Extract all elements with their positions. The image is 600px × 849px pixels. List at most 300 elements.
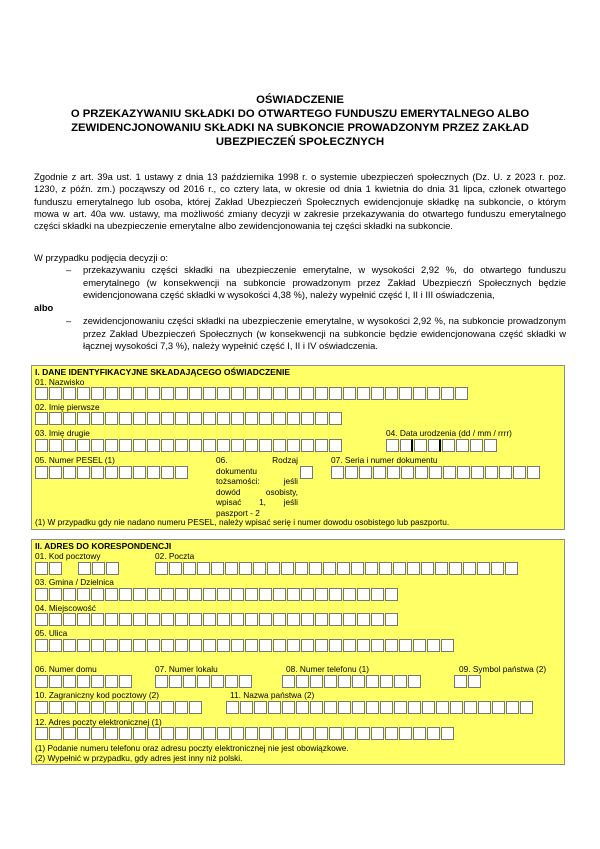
char-box[interactable] (231, 639, 244, 652)
char-box[interactable] (365, 562, 378, 575)
char-box[interactable] (77, 387, 90, 400)
char-box[interactable] (203, 613, 216, 626)
char-box[interactable] (301, 727, 314, 740)
char-box[interactable] (203, 412, 216, 425)
char-box[interactable] (49, 675, 62, 688)
char-box[interactable] (217, 439, 230, 452)
char-box[interactable] (329, 387, 342, 400)
char-box[interactable] (189, 412, 202, 425)
char-box[interactable] (442, 439, 455, 452)
char-box[interactable] (315, 412, 328, 425)
char-box[interactable] (175, 588, 188, 601)
char-box[interactable] (296, 675, 309, 688)
char-box[interactable] (245, 439, 258, 452)
char-box[interactable] (183, 562, 196, 575)
char-box[interactable] (203, 439, 216, 452)
char-box[interactable] (254, 701, 267, 714)
char-box[interactable] (217, 412, 230, 425)
char-box[interactable] (338, 701, 351, 714)
char-box[interactable] (169, 675, 182, 688)
char-box[interactable] (161, 588, 174, 601)
char-box[interactable] (175, 439, 188, 452)
char-box[interactable] (449, 562, 462, 575)
char-box[interactable] (281, 562, 294, 575)
char-box[interactable] (357, 387, 370, 400)
char-box[interactable] (105, 588, 118, 601)
char-box[interactable] (371, 387, 384, 400)
char-box[interactable] (429, 466, 442, 479)
country-symbol-input[interactable] (454, 675, 482, 688)
char-box[interactable] (343, 613, 356, 626)
char-box[interactable] (413, 639, 426, 652)
foreign-postal-input[interactable] (35, 701, 203, 714)
char-box[interactable] (385, 588, 398, 601)
char-box[interactable] (245, 412, 258, 425)
char-box[interactable] (203, 639, 216, 652)
char-box[interactable] (371, 639, 384, 652)
char-box[interactable] (155, 562, 168, 575)
char-box[interactable] (527, 466, 540, 479)
char-box[interactable] (310, 675, 323, 688)
char-box[interactable] (63, 639, 76, 652)
char-box[interactable] (268, 701, 281, 714)
char-box[interactable] (133, 613, 146, 626)
char-box[interactable] (183, 675, 196, 688)
char-box[interactable] (133, 439, 146, 452)
char-box[interactable] (35, 639, 48, 652)
char-box[interactable] (329, 439, 342, 452)
char-box[interactable] (506, 701, 519, 714)
char-box[interactable] (343, 639, 356, 652)
char-box[interactable] (441, 727, 454, 740)
char-box[interactable] (226, 701, 239, 714)
char-box[interactable] (161, 613, 174, 626)
char-box[interactable] (63, 588, 76, 601)
char-box[interactable] (259, 412, 272, 425)
char-box[interactable] (35, 439, 48, 452)
street-input[interactable] (35, 639, 455, 652)
char-box[interactable] (147, 439, 160, 452)
char-box[interactable] (77, 466, 90, 479)
char-box[interactable] (35, 701, 48, 714)
char-box[interactable] (231, 387, 244, 400)
char-box[interactable] (49, 701, 62, 714)
char-box[interactable] (450, 701, 463, 714)
char-box[interactable] (315, 588, 328, 601)
char-box[interactable] (203, 387, 216, 400)
char-box[interactable] (287, 439, 300, 452)
char-box[interactable] (78, 562, 91, 575)
char-box[interactable] (456, 439, 469, 452)
char-box[interactable] (91, 466, 104, 479)
char-box[interactable] (499, 466, 512, 479)
char-box[interactable] (352, 675, 365, 688)
char-box[interactable] (161, 439, 174, 452)
char-box[interactable] (189, 701, 202, 714)
char-box[interactable] (77, 412, 90, 425)
char-box[interactable] (49, 387, 62, 400)
char-box[interactable] (175, 412, 188, 425)
char-box[interactable] (133, 466, 146, 479)
char-box[interactable] (273, 439, 286, 452)
char-box[interactable] (413, 727, 426, 740)
char-box[interactable] (427, 387, 440, 400)
char-box[interactable] (379, 562, 392, 575)
char-box[interactable] (161, 701, 174, 714)
char-box[interactable] (119, 675, 132, 688)
char-box[interactable] (105, 675, 118, 688)
char-box[interactable] (287, 412, 300, 425)
country-name-input[interactable] (226, 701, 534, 714)
char-box[interactable] (49, 562, 62, 575)
char-box[interactable] (464, 701, 477, 714)
char-box[interactable] (491, 562, 504, 575)
char-box[interactable] (386, 439, 399, 452)
char-box[interactable] (301, 639, 314, 652)
char-box[interactable] (35, 613, 48, 626)
apartment-no-input[interactable] (155, 675, 253, 688)
char-box[interactable] (105, 387, 118, 400)
char-box[interactable] (399, 387, 412, 400)
char-box[interactable] (427, 727, 440, 740)
char-box[interactable] (259, 439, 272, 452)
char-box[interactable] (463, 562, 476, 575)
char-box[interactable] (422, 701, 435, 714)
char-box[interactable] (49, 639, 62, 652)
char-box[interactable] (282, 675, 295, 688)
char-box[interactable] (225, 675, 238, 688)
char-box[interactable] (119, 387, 132, 400)
char-box[interactable] (63, 727, 76, 740)
char-box[interactable] (520, 701, 533, 714)
char-box[interactable] (385, 387, 398, 400)
char-box[interactable] (400, 439, 413, 452)
char-box[interactable] (119, 701, 132, 714)
char-box[interactable] (147, 412, 160, 425)
char-box[interactable] (380, 675, 393, 688)
char-box[interactable] (296, 701, 309, 714)
char-box[interactable] (337, 562, 350, 575)
char-box[interactable] (77, 727, 90, 740)
char-box[interactable] (343, 727, 356, 740)
char-box[interactable] (329, 588, 342, 601)
char-box[interactable] (197, 675, 210, 688)
char-box[interactable] (443, 466, 456, 479)
char-box[interactable] (323, 562, 336, 575)
char-box[interactable] (49, 439, 62, 452)
char-box[interactable] (49, 588, 62, 601)
char-box[interactable] (189, 613, 202, 626)
char-box[interactable] (399, 727, 412, 740)
char-box[interactable] (470, 439, 483, 452)
char-box[interactable] (35, 387, 48, 400)
char-box[interactable] (301, 387, 314, 400)
char-box[interactable] (175, 727, 188, 740)
char-box[interactable] (471, 466, 484, 479)
char-box[interactable] (407, 562, 420, 575)
char-box[interactable] (239, 562, 252, 575)
char-box[interactable] (245, 613, 258, 626)
char-box[interactable] (385, 727, 398, 740)
char-box[interactable] (91, 588, 104, 601)
second-name-input[interactable] (35, 439, 343, 452)
char-box[interactable] (105, 701, 118, 714)
char-box[interactable] (217, 588, 230, 601)
char-box[interactable] (175, 639, 188, 652)
char-box[interactable] (133, 727, 146, 740)
char-box[interactable] (408, 675, 421, 688)
char-box[interactable] (441, 387, 454, 400)
char-box[interactable] (189, 387, 202, 400)
char-box[interactable] (63, 613, 76, 626)
char-box[interactable] (427, 639, 440, 652)
char-box[interactable] (421, 562, 434, 575)
char-box[interactable] (357, 613, 370, 626)
char-box[interactable] (428, 439, 441, 452)
char-box[interactable] (169, 562, 182, 575)
char-box[interactable] (273, 412, 286, 425)
char-box[interactable] (77, 613, 90, 626)
char-box[interactable] (77, 588, 90, 601)
char-box[interactable] (399, 639, 412, 652)
char-box[interactable] (161, 639, 174, 652)
char-box[interactable] (147, 727, 160, 740)
char-box[interactable] (457, 466, 470, 479)
char-box[interactable] (119, 588, 132, 601)
char-box[interactable] (259, 639, 272, 652)
char-box[interactable] (91, 387, 104, 400)
char-box[interactable] (478, 701, 491, 714)
char-box[interactable] (492, 701, 505, 714)
char-box[interactable] (351, 562, 364, 575)
char-box[interactable] (147, 387, 160, 400)
char-box[interactable] (300, 466, 313, 479)
char-box[interactable] (105, 727, 118, 740)
post-office-input[interactable] (155, 562, 519, 575)
house-no-input[interactable] (35, 675, 133, 688)
char-box[interactable] (175, 613, 188, 626)
doc-type-input[interactable] (300, 466, 314, 479)
char-box[interactable] (484, 439, 497, 452)
char-box[interactable] (189, 727, 202, 740)
char-box[interactable] (63, 387, 76, 400)
char-box[interactable] (105, 639, 118, 652)
char-box[interactable] (245, 639, 258, 652)
char-box[interactable] (119, 727, 132, 740)
char-box[interactable] (338, 675, 351, 688)
char-box[interactable] (366, 675, 379, 688)
char-box[interactable] (287, 727, 300, 740)
char-box[interactable] (92, 562, 105, 575)
char-box[interactable] (357, 588, 370, 601)
char-box[interactable] (415, 466, 428, 479)
char-box[interactable] (315, 727, 328, 740)
char-box[interactable] (485, 466, 498, 479)
char-box[interactable] (91, 727, 104, 740)
char-box[interactable] (119, 466, 132, 479)
char-box[interactable] (231, 727, 244, 740)
char-box[interactable] (161, 727, 174, 740)
char-box[interactable] (301, 439, 314, 452)
char-box[interactable] (161, 466, 174, 479)
char-box[interactable] (394, 701, 407, 714)
char-box[interactable] (189, 639, 202, 652)
char-box[interactable] (189, 439, 202, 452)
char-box[interactable] (35, 588, 48, 601)
locality-input[interactable] (35, 613, 399, 626)
char-box[interactable] (373, 466, 386, 479)
char-box[interactable] (49, 412, 62, 425)
char-box[interactable] (161, 412, 174, 425)
char-box[interactable] (259, 727, 272, 740)
char-box[interactable] (315, 613, 328, 626)
char-box[interactable] (203, 727, 216, 740)
char-box[interactable] (91, 639, 104, 652)
char-box[interactable] (366, 701, 379, 714)
char-box[interactable] (301, 613, 314, 626)
char-box[interactable] (287, 588, 300, 601)
char-box[interactable] (380, 701, 393, 714)
char-box[interactable] (91, 439, 104, 452)
char-box[interactable] (287, 613, 300, 626)
char-box[interactable] (436, 701, 449, 714)
phone-input[interactable] (282, 675, 422, 688)
char-box[interactable] (91, 701, 104, 714)
char-box[interactable] (225, 562, 238, 575)
char-box[interactable] (324, 701, 337, 714)
char-box[interactable] (147, 639, 160, 652)
char-box[interactable] (175, 701, 188, 714)
char-box[interactable] (63, 412, 76, 425)
char-box[interactable] (273, 727, 286, 740)
char-box[interactable] (133, 701, 146, 714)
email-input[interactable] (35, 727, 455, 740)
char-box[interactable] (147, 466, 160, 479)
char-box[interactable] (119, 639, 132, 652)
char-box[interactable] (435, 562, 448, 575)
char-box[interactable] (315, 639, 328, 652)
char-box[interactable] (345, 466, 358, 479)
char-box[interactable] (259, 613, 272, 626)
char-box[interactable] (35, 466, 48, 479)
pesel-input[interactable] (35, 466, 189, 479)
char-box[interactable] (147, 588, 160, 601)
char-box[interactable] (273, 613, 286, 626)
char-box[interactable] (357, 727, 370, 740)
char-box[interactable] (63, 701, 76, 714)
char-box[interactable] (301, 588, 314, 601)
char-box[interactable] (231, 439, 244, 452)
char-box[interactable] (105, 412, 118, 425)
char-box[interactable] (211, 562, 224, 575)
char-box[interactable] (324, 675, 337, 688)
char-box[interactable] (455, 387, 468, 400)
char-box[interactable] (329, 412, 342, 425)
char-box[interactable] (91, 675, 104, 688)
char-box[interactable] (477, 562, 490, 575)
char-box[interactable] (315, 439, 328, 452)
char-box[interactable] (49, 613, 62, 626)
char-box[interactable] (63, 466, 76, 479)
char-box[interactable] (259, 588, 272, 601)
char-box[interactable] (371, 727, 384, 740)
char-box[interactable] (371, 613, 384, 626)
char-box[interactable] (329, 727, 342, 740)
char-box[interactable] (329, 613, 342, 626)
char-box[interactable] (133, 588, 146, 601)
char-box[interactable] (91, 412, 104, 425)
char-box[interactable] (385, 639, 398, 652)
char-box[interactable] (133, 639, 146, 652)
char-box[interactable] (357, 639, 370, 652)
char-box[interactable] (231, 412, 244, 425)
commune-input[interactable] (35, 588, 399, 601)
char-box[interactable] (245, 387, 258, 400)
char-box[interactable] (217, 387, 230, 400)
char-box[interactable] (287, 387, 300, 400)
char-box[interactable] (119, 439, 132, 452)
birth-date-input[interactable] (386, 439, 498, 452)
char-box[interactable] (77, 701, 90, 714)
postal-code-part1-input[interactable] (35, 562, 63, 575)
char-box[interactable] (387, 466, 400, 479)
char-box[interactable] (91, 613, 104, 626)
char-box[interactable] (253, 562, 266, 575)
char-box[interactable] (35, 412, 48, 425)
char-box[interactable] (77, 439, 90, 452)
char-box[interactable] (282, 701, 295, 714)
char-box[interactable] (49, 466, 62, 479)
char-box[interactable] (401, 466, 414, 479)
char-box[interactable] (161, 387, 174, 400)
char-box[interactable] (259, 387, 272, 400)
char-box[interactable] (315, 387, 328, 400)
char-box[interactable] (301, 412, 314, 425)
char-box[interactable] (35, 727, 48, 740)
char-box[interactable] (385, 613, 398, 626)
char-box[interactable] (413, 387, 426, 400)
char-box[interactable] (35, 562, 48, 575)
char-box[interactable] (273, 387, 286, 400)
char-box[interactable] (105, 466, 118, 479)
char-box[interactable] (133, 387, 146, 400)
char-box[interactable] (35, 675, 48, 688)
char-box[interactable] (63, 439, 76, 452)
char-box[interactable] (231, 588, 244, 601)
char-box[interactable] (189, 588, 202, 601)
char-box[interactable] (414, 439, 427, 452)
char-box[interactable] (352, 701, 365, 714)
char-box[interactable] (331, 466, 344, 479)
char-box[interactable] (245, 588, 258, 601)
char-box[interactable] (197, 562, 210, 575)
char-box[interactable] (175, 387, 188, 400)
char-box[interactable] (77, 639, 90, 652)
char-box[interactable] (231, 613, 244, 626)
char-box[interactable] (217, 613, 230, 626)
char-box[interactable] (175, 466, 188, 479)
char-box[interactable] (343, 387, 356, 400)
char-box[interactable] (147, 613, 160, 626)
char-box[interactable] (309, 562, 322, 575)
char-box[interactable] (217, 727, 230, 740)
char-box[interactable] (310, 701, 323, 714)
first-name-input[interactable] (35, 412, 343, 425)
surname-input[interactable] (35, 387, 469, 400)
char-box[interactable] (119, 613, 132, 626)
char-box[interactable] (267, 562, 280, 575)
char-box[interactable] (155, 675, 168, 688)
